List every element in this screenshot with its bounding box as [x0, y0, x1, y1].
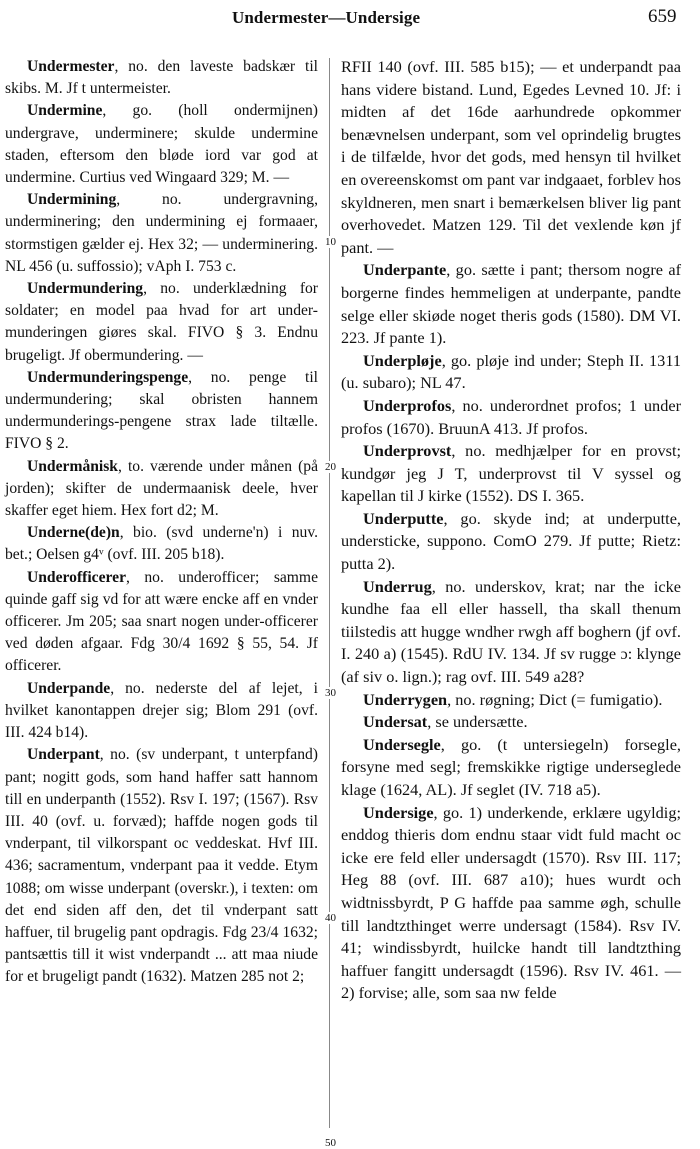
- page-title: Undermester—Undersige: [232, 8, 421, 27]
- headword: Underofficerer: [27, 568, 127, 586]
- entry-text: , to. værende under månen (på jorden); skifter de undermaanisk deele, hver skaffer eget hiem. Hex fort d2; M.: [5, 457, 318, 520]
- dictionary-entry: [341, 508, 681, 576]
- entry-text: , no. undergravning, underminering; den undermining ej formaaer, stormstigen gælder ej. Hex 32; — underminering. NL 456 (u. suffossio); vAph I. 753 c.: [5, 191, 318, 275]
- headword: Undersige: [363, 802, 434, 822]
- entry-text: , go. pløje ind under; Steph II. 1311 (u. subaro); NL 47.: [341, 350, 681, 393]
- line-number: 20: [325, 461, 336, 473]
- dictionary-entry: [341, 576, 681, 689]
- dictionary-entry: [341, 350, 681, 395]
- dictionary-entry: [341, 802, 681, 1005]
- entry-text: , no. medhjælper for en provst; kundgør jeg J T, underprovst til V syssel og kapellan til J kirke (1552). DS I. 365.: [341, 441, 681, 506]
- dictionary-entry: [5, 567, 318, 678]
- line-number: 50: [325, 1137, 336, 1149]
- headword: Underpant: [27, 746, 100, 764]
- dictionary-entry: [5, 100, 318, 189]
- page-number: 659: [648, 6, 677, 27]
- entry-text: , go. (holl ondermijnen) undergrave, underminere; skulde undermine staden, eftersom den bløde iord var god at undermine. Curtius ved Wingaard 329; M. —: [5, 102, 318, 187]
- dictionary-entry: [341, 711, 681, 734]
- dictionary-entry: [5, 278, 318, 367]
- entry-text: , no. penge til undermundering; skal obristen hannem undermunderings-pengene strax lade tiltælle. FIVO § 2.: [5, 368, 318, 453]
- line-number: 40: [325, 912, 336, 924]
- line-number: 30: [325, 687, 336, 699]
- dictionary-entry: [5, 744, 318, 988]
- headword: Undermunderingspenge: [27, 368, 189, 386]
- entry-text: , no. underofficer; samme quinde gaff sig vd for att wære encke aff en vnder officerer. Jm 205; saa snart nogen under-officerer ved døden afgaar. Fdg 30/4 1692 § 55, 54. Jf officerer.: [5, 568, 318, 675]
- left-column: [5, 56, 318, 989]
- entry-text: , no. (sv underpant, t unterpfand) pant; nogitt gods, som hand haffer satt hannom till en underpanth (1552). Rsv I. 197; (1567). Rsv III. 40 (ovf. u. forvæd); haffde nogen gods til vnderpant, til vilkorspant oc veddeskat. Hvf III. 436; sacramentum, vnderpant paa it vedde. Etym 1088; om wisse underpant (overskr.), i texten: om det end siden aff den, det til vnderpant satt haffuer, til brugelig pant opdragis. Fdg 23/4 1632; pantsættis till it wist vnderpandt ... att maa niude for et brugeligt pandt (1632). Matzen 285 not 2;: [5, 746, 318, 986]
- headword: Underprovst: [363, 441, 452, 461]
- entry-text: , no. den laveste badskær til skibs. M. Jf t untermeister.: [5, 58, 318, 98]
- headword: Underputte: [363, 508, 444, 528]
- entry-text: , no. underskov, krat; nar the icke kundhe faa ell eller hassell, tha skall thenum tiilstedis att hugge wndher rwgh aff boghern (jf ovf. I. 240 a) (1545). RdU IV. 134. Jf sv rugge ɔ: klynge (af siv o. lign.); rag ovf. III. 549 a28?: [341, 576, 681, 687]
- entry-text: , bio. (svd underne'n) i nuv. bet.; Oelsen g4ᵛ (ovf. III. 205 b18).: [5, 524, 318, 564]
- entry-text: , go. (t untersiegeln) forsegle, forsyne med segl; fremskikke rigtige underseglede klage (1624, AL). Jf seglet (IV. 718 a5).: [341, 734, 681, 799]
- dictionary-entry: [341, 689, 681, 712]
- headword: Undermånisk: [27, 457, 118, 475]
- dictionary-entry: [5, 456, 318, 523]
- entry-text: , no. underklædning for soldater; en model paa hvad for art under-munderingen giøres skal. FIVO § 3. Endnu brugeligt. Jf obermundering. —: [5, 280, 318, 364]
- entry-text: , go. skyde ind; at underputte, understicke, suppono. ComO 279. Jf putte; Rietz: putta 2).: [341, 508, 681, 574]
- dictionary-entry: [5, 189, 318, 278]
- dictionary-entry: [5, 522, 318, 566]
- dictionary-entry: [341, 440, 681, 508]
- headword: Underrug: [363, 576, 432, 596]
- headword: Underrygen: [363, 689, 448, 709]
- entry-text: , se undersætte.: [427, 712, 528, 732]
- headword: Undermundering: [27, 280, 144, 298]
- headword: Underprofos: [363, 395, 452, 415]
- dictionary-entry: [341, 259, 681, 349]
- headword: Undermining: [27, 191, 117, 209]
- entry-text: RFII 140 (ovf. III. 585 b15); — et underpandt paa hans videre bistand. Lund, Egedes Levned 10. Jf: i midten af det 16de aarhundrede opkommer benævnelsen underpant, som vel oprindelig brugtes i de tilfælde, hvor det gods, med hensyn til hvilket en overeenskomst om pant var indgaaet, forblev hos skyldneren, men snart i bemærkelsen bliver lig pant overhovedet. Matzen 129. Til det vexlende køn jf pant. —: [341, 57, 681, 257]
- dictionary-entry: [5, 678, 318, 745]
- entry-text: , go. sætte i pant; thersom nogre af borgerne findes hemmeligen at underpante, pandte selge eller skiøde noget theris gods (1580). DM VI. 223. Jf pante 1).: [341, 260, 681, 348]
- headword: Undermester: [27, 58, 115, 75]
- dictionary-entry: [341, 734, 681, 802]
- headword: Undersat: [363, 712, 428, 732]
- entry-text: , no. underordnet profos; 1 under profos (1670). BruunA 413. Jf profos.: [341, 395, 681, 438]
- page-header: [0, 0, 700, 34]
- entry-text: , go. 1) underkende, erklære ugyldig; enddog thieris dom endnu staar vidt fuld macht oc icke ere feld eller undersagdt (1570). Rsv III. 117; Heg 88 (ovf. III. 687 a10); hues wurdt och widtnissbyrdt, P G haffde paa samme øgh, schulle till landtzthinget werre undersagt (1584). Rsv IV. 41; windissbyrdt, huilcke handt till landtzthing haffuer fangitt undersagdt (1596). Rsv IV. 461. — 2) forvise; alle, som saa nw felde: [341, 802, 681, 1003]
- dictionary-entry: [341, 56, 681, 259]
- dictionary-entry: [5, 367, 318, 456]
- headword: Undermine: [27, 102, 103, 120]
- headword: Underne(de)n: [27, 524, 120, 542]
- column-divider: [329, 58, 330, 1128]
- right-column: [341, 56, 681, 1005]
- entry-text: , no. nederste del af lejet, i hvilket kanontappen drejer sig; Blom 291 (ovf. III. 424 b14).: [5, 679, 318, 742]
- headword: Underpande: [27, 679, 111, 697]
- entry-text: , no. røgning; Dict (= fumigatio).: [447, 689, 663, 709]
- dictionary-entry: [341, 395, 681, 440]
- headword: Undersegle: [363, 734, 441, 754]
- headword: Underpante: [363, 260, 447, 280]
- line-number: 10: [325, 236, 336, 248]
- headword: Underpløje: [363, 350, 442, 370]
- dictionary-entry: [5, 56, 318, 100]
